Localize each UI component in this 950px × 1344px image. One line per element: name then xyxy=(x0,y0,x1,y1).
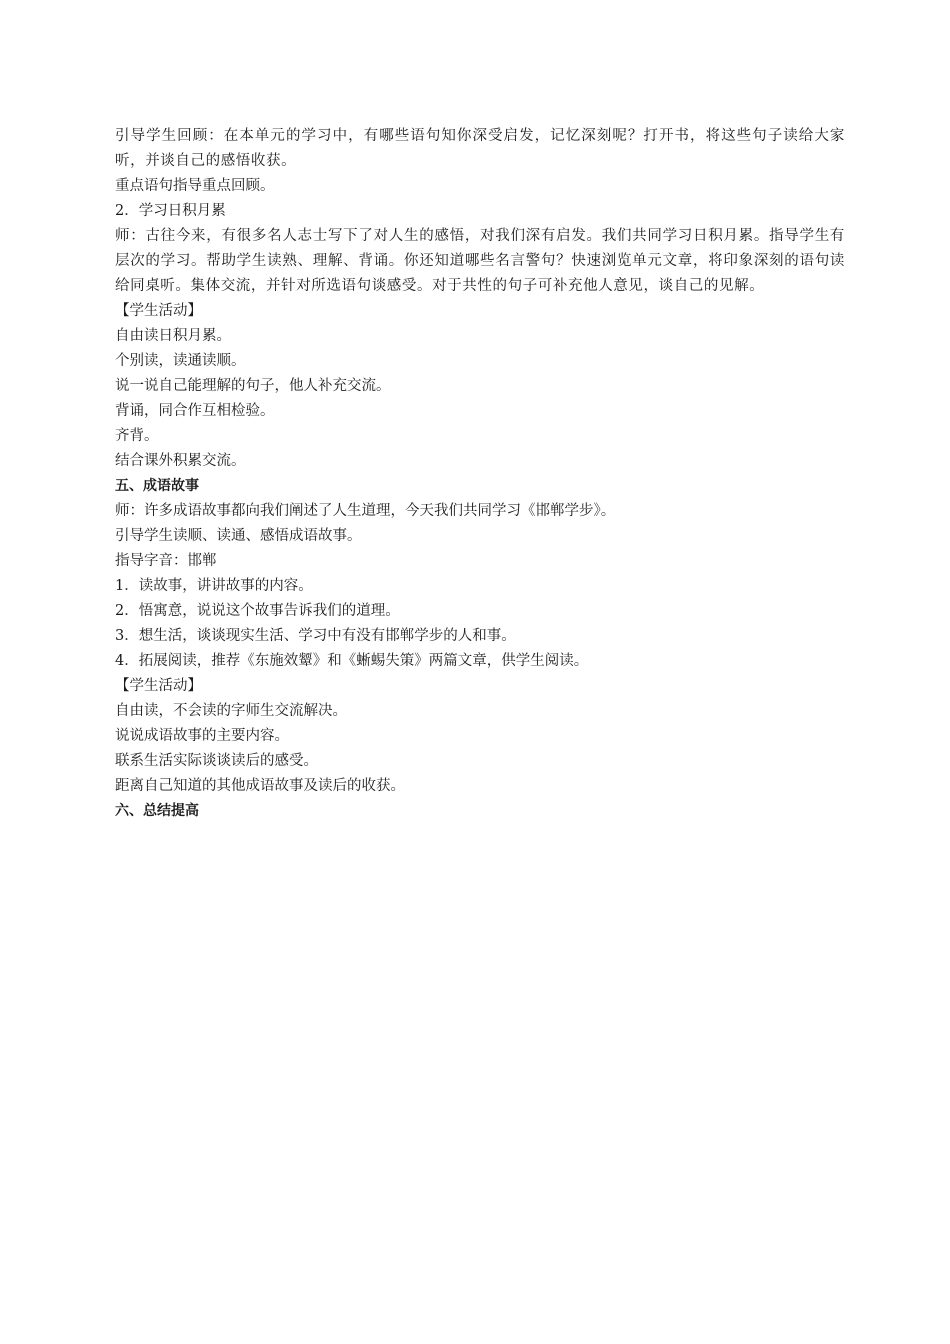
label-student-activity: 【学生活动】 xyxy=(115,303,202,319)
activity-item: 自由读，不会读的字师生交流解决。 xyxy=(115,703,347,719)
activity-item: 齐背。 xyxy=(115,428,159,444)
document-body xyxy=(115,124,845,824)
paragraph-teacher-idiom: 师：许多成语故事都向我们阐述了人生道理，今天我们共同学习《邯郸学步》。 xyxy=(115,503,616,519)
label-student-activity: 【学生活动】 xyxy=(115,678,202,694)
activity-item: 联系生活实际谈谈读后的感受。 xyxy=(115,753,318,769)
activity-item: 说一说自己能理解的句子，他人补充交流。 xyxy=(115,378,391,394)
activity-item: 个别读，读通读顺。 xyxy=(115,353,246,369)
activity-item: 背诵，同合作互相检验。 xyxy=(115,403,275,419)
paragraph-guide-reading: 引导学生读顺、读通、感悟成语故事。 xyxy=(115,528,362,544)
list-item: 3．想生活，谈谈现实生活、学习中有没有邯郸学步的人和事。 xyxy=(115,628,516,644)
activity-item: 距离自己知道的其他成语故事及读后的收获。 xyxy=(115,778,405,794)
activity-item: 自由读日积月累。 xyxy=(115,328,231,344)
section-heading-summary: 六、总结提高 xyxy=(115,803,199,819)
paragraph-pronunciation: 指导字音：邯郸 xyxy=(115,553,217,569)
paragraph-review-intro: 引导学生回顾：在本单元的学习中，有哪些语句知你深受启发，记忆深刻呢？打开书，将这些句子读给大家听，并谈自己的感悟收获。 xyxy=(115,128,845,169)
activity-item: 说说成语故事的主要内容。 xyxy=(115,728,289,744)
section-heading-idiom-story: 五、成语故事 xyxy=(115,478,199,494)
activity-item: 结合课外积累交流。 xyxy=(115,453,246,469)
list-item: 1．读故事，讲讲故事的内容。 xyxy=(115,578,313,594)
paragraph-key-sentences: 重点语句指导重点回顾。 xyxy=(115,178,275,194)
paragraph-teacher-accumulation: 师：古往今来，有很多名人志士写下了对人生的感悟，对我们深有启发。我们共同学习日积月累。指导学生有层次的学习。帮助学生读熟、理解、背诵。你还知道哪些名言警句？快速浏览单元文章，将印象深刻的语句读给同桌听。集体交流，并针对所选语句谈感受。对于共性的句子可补充他人意见，谈自己的见解。 xyxy=(115,228,845,294)
list-item-daily-accumulation: 2．学习日积月累 xyxy=(115,203,226,219)
list-item: 2．悟寓意，说说这个故事告诉我们的道理。 xyxy=(115,603,400,619)
list-item: 4．拓展阅读，推荐《东施效颦》和《蜥蜴失策》两篇文章，供学生阅读。 xyxy=(115,653,589,669)
